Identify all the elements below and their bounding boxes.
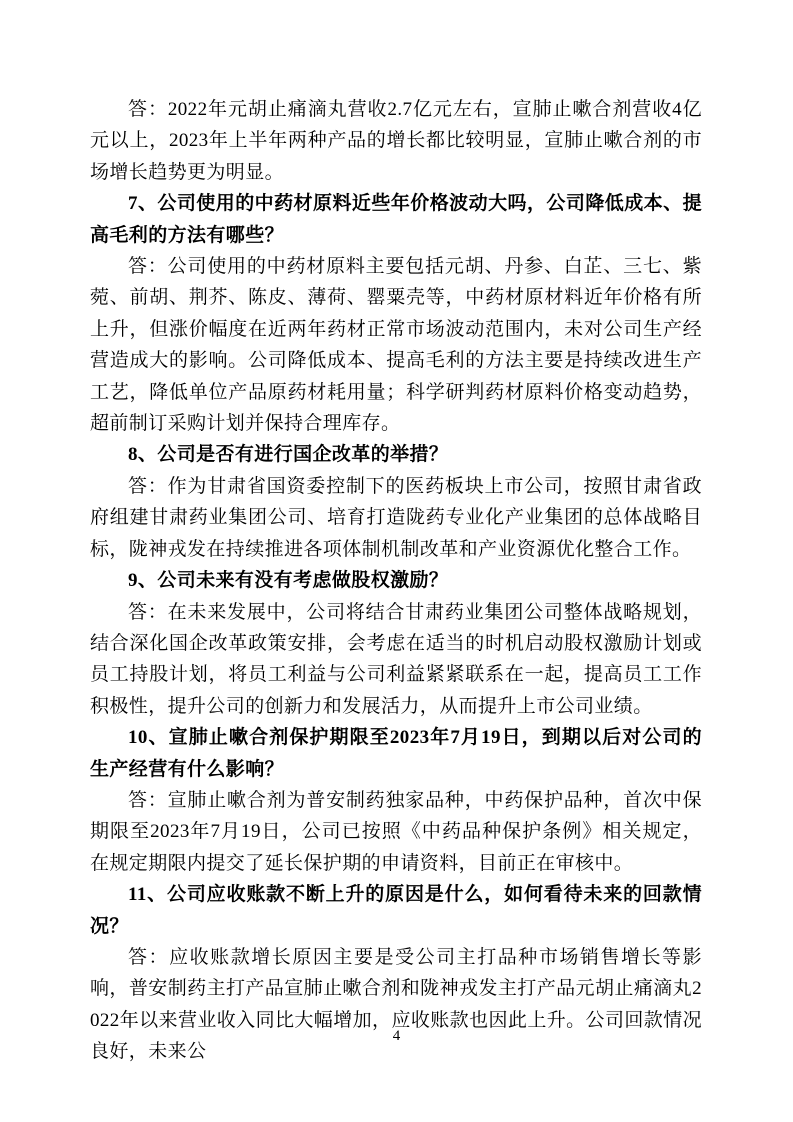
question-7-heading: 7、公司使用的中药材原料近些年价格波动大吗，公司降低成本、提高毛利的方法有哪些？ xyxy=(90,193,702,246)
page-number: 4 xyxy=(392,1028,401,1044)
answer-11-paragraph: 答：应收账款增长原因主要是受公司主打品种市场销售增长等影响，普安制药主打产品宣肺止嗽合剂和陇神戎发主打产品元胡止痛滴丸2022年以来营业收入同比大幅增加，应收账款也因此上升。公司回款情况良好，未来公 xyxy=(90,946,702,1063)
question-11-heading: 11、公司应收账款不断上升的原因是什么，如何看待未来的回款情况？ xyxy=(90,884,702,937)
answer-10-paragraph: 答：宣肺止嗽合剂为普安制药独家品种，中药保护品种，首次中保期限至2023年7月19日，公司已按照《中药品种保护条例》相关规定，在规定期限内提交了延长保护期的申请资料，目前正在审核中。 xyxy=(90,789,702,874)
question-9-heading: 9、公司未来有没有考虑做股权激励？ xyxy=(128,570,449,592)
question-10-heading: 10、宣肺止嗽合剂保护期限至2023年7月19日，到期以后对公司的生产经营有什么影响？ xyxy=(90,727,702,780)
answer-8-paragraph: 答：作为甘肃省国资委控制下的医药板块上市公司，按照甘肃省政府组建甘肃药业集团公司、培育打造陇药专业化产业集团的总体战略目标，陇神戎发在持续推进各项体制机制改革和产业资源优化整合工作。 xyxy=(90,475,702,560)
answer-6-continued-paragraph: 答：2022年元胡止痛滴丸营收2.7亿元左右，宣肺止嗽合剂营收4亿元以上，2023年上半年两种产品的增长都比较明显，宣肺止嗽合剂的市场增长趋势更为明显。 xyxy=(90,99,702,183)
document-body xyxy=(90,94,702,1068)
answer-9-paragraph: 答：在未来发展中，公司将结合甘肃药业集团公司整体战略规划，结合深化国企改革政策安排，会考虑在适当的时机启动股权激励计划或员工持股计划，将员工利益与公司利益紧紧联系在一起，提高员工工作积极性，提升公司的创新力和发展活力，从而提升上市公司业绩。 xyxy=(90,601,702,717)
question-8-heading: 8、公司是否有进行国企改革的举措？ xyxy=(128,444,449,466)
answer-7-paragraph: 答：公司使用的中药材原料主要包括元胡、丹参、白芷、三七、紫菀、前胡、荆芥、陈皮、薄荷、罂粟壳等，中药材原材料近年价格有所上升，但涨价幅度在近两年药材正常市场波动范围内，未对公司生产经营造成大的影响。公司降低成本、提高毛利的方法主要是持续改进生产工艺，降低单位产品原药材耗用量；科学研判药材原料价格变动趋势，超前制订采购计划并保持合理库存。 xyxy=(90,256,702,435)
